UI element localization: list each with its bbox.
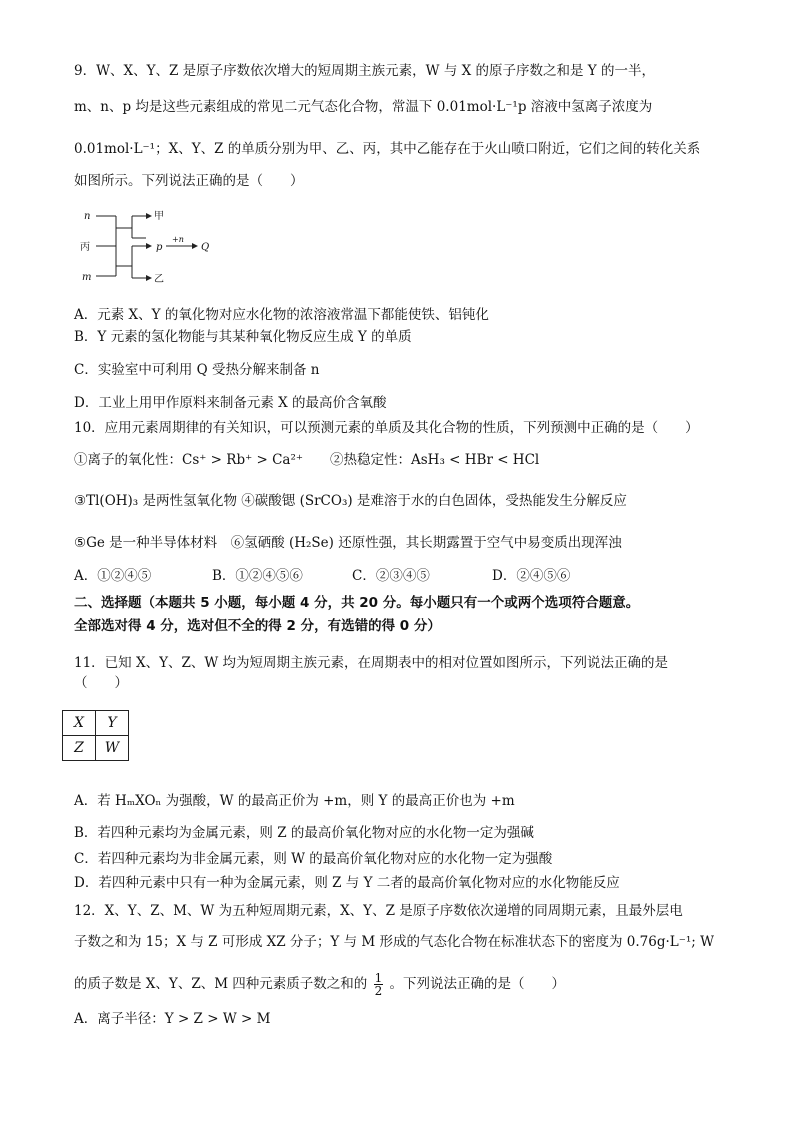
fraction-numerator: 1 — [374, 971, 383, 985]
q12-fraction — [374, 972, 384, 997]
q10-option-a: A．①②④⑤ — [74, 568, 152, 584]
q12-stem-line-3-part-b: 。下列说法正确的是（ ） — [389, 976, 566, 992]
q10-option-c: C．②③④⑤ — [352, 568, 430, 584]
fraction-denominator: 2 — [374, 984, 383, 998]
diagram-label-yi: 乙 — [154, 274, 164, 285]
q11-periodic-table-fragment — [62, 710, 129, 761]
q11-stem-line-2: （ ） — [74, 675, 128, 691]
q11-option-d: D．若四种元素中只有一种为金属元素，则 Z 与 Y 二者的最高价氧化物对应的水化物能反应 — [74, 875, 620, 891]
table-cell-z: Z — [63, 736, 96, 761]
section-2-header-line-2: 全部选对得 4 分，选对但不全的得 2 分，有选错的得 0 分） — [74, 618, 441, 634]
table-cell-x: X — [63, 711, 96, 736]
q11-option-c: C．若四种元素均为非金属元素，则 W 的最高价氧化物对应的水化物一定为强酸 — [74, 851, 553, 867]
table-cell-w: W — [96, 736, 129, 761]
q12-stem-line-3-part-a: 的质子数是 X、Y、Z、M 四种元素质子数之和的 — [74, 976, 368, 992]
q9-option-d: D．工业上用甲作原料来制备元素 X 的最高价含氧酸 — [74, 395, 387, 411]
section-2-header-line-1: 二、选择题（本题共 5 小题，每小题 4 分，共 20 分。每小题只有一个或两个选项符合题意。 — [74, 595, 640, 611]
diagram-label-q: Q — [201, 242, 210, 253]
q10-option-b: B．①②④⑤⑥ — [212, 568, 303, 584]
table-cell-y: Y — [96, 711, 129, 736]
q12-stem-line-1: 12．X、Y、Z、M、W 为五种短周期元素，X、Y、Z 是原子序数依次递增的同周期元素，且最外层电 — [74, 903, 683, 919]
diagram-label-bing: 丙 — [80, 242, 90, 253]
q11-option-b: B．若四种元素均为金属元素，则 Z 的最高价氧化物对应的水化物一定为强碱 — [74, 825, 534, 841]
q12-option-a: A．离子半径：Y > Z > W > M — [74, 1011, 271, 1027]
q9-option-c: C．实验室中可利用 Q 受热分解来制备 n — [74, 362, 320, 378]
q10-item-1: ①离子的氧化性：Cs⁺ > Rb⁺ > Ca²⁺ — [74, 452, 304, 468]
diagram-label-m: m — [82, 272, 92, 283]
q9-stem-line-3: 0.01mol·L⁻¹；X、Y、Z 的单质分别为甲、乙、丙，其中乙能存在于火山喷口附近，它们之间的转化关系 — [74, 141, 701, 157]
q9-stem-line-4: 如图所示。下列说法正确的是（ ） — [74, 173, 304, 189]
q12-stem-line-3 — [74, 972, 565, 997]
q9-transformation-diagram — [74, 202, 214, 292]
q10-option-d: D．②④⑤⑥ — [492, 568, 571, 584]
q10-stem: 10．应用元素周期律的有关知识，可以预测元素的单质及其化合物的性质，下列预测中正确的是（ ） — [74, 420, 699, 436]
diagram-label-n: n — [84, 211, 91, 222]
q11-stem-line-1: 11．已知 X、Y、Z、W 均为短周期主族元素，在周期表中的相对位置如图所示，下列说法正确的是 — [74, 655, 669, 671]
q9-option-b: B．Y 元素的氢化物能与其某种氧化物反应生成 Y 的单质 — [74, 329, 412, 345]
q12-stem-line-2: 子数之和为 15；X 与 Z 可形成 XZ 分子；Y 与 M 形成的气态化合物在标准状态下的密度为 0.76g·L⁻¹; W — [74, 934, 715, 950]
q9-stem-line-2: m、n、p 均是这些元素组成的常见二元气态化合物，常温下 0.01mol·L⁻¹p 溶液中氢离子浓度为 — [74, 99, 653, 115]
diagram-label-p: p — [156, 242, 163, 253]
q9-stem-line-1: 9．W、X、Y、Z 是原子序数依次增大的短周期主族元素，W 与 X 的原子序数之和是 Y 的一半， — [74, 63, 656, 79]
diagram-label-jia: 甲 — [154, 211, 164, 222]
diagram-label-plus-n: +n — [172, 235, 184, 244]
q11-option-a: A．若 HₘXOₙ 为强酸，W 的最高正价为 +m，则 Y 的最高正价也为 +m — [74, 793, 515, 809]
q9-option-a: A．元素 X、Y 的氧化物对应水化物的浓溶液常温下都能使铁、铝钝化 — [74, 307, 489, 323]
q10-item-2: ②热稳定性：AsH₃ < HBr < HCl — [330, 452, 540, 468]
q10-item-3-4: ③Tl(OH)₃ 是两性氢氧化物 ④碳酸锶 (SrCO₃) 是难溶于水的白色固体，受热能发生分解反应 — [74, 493, 627, 509]
q10-item-5-6: ⑤Ge 是一种半导体材料 ⑥氢硒酸 (H₂Se) 还原性强，其长期露置于空气中易变质出现浑浊 — [74, 535, 622, 551]
